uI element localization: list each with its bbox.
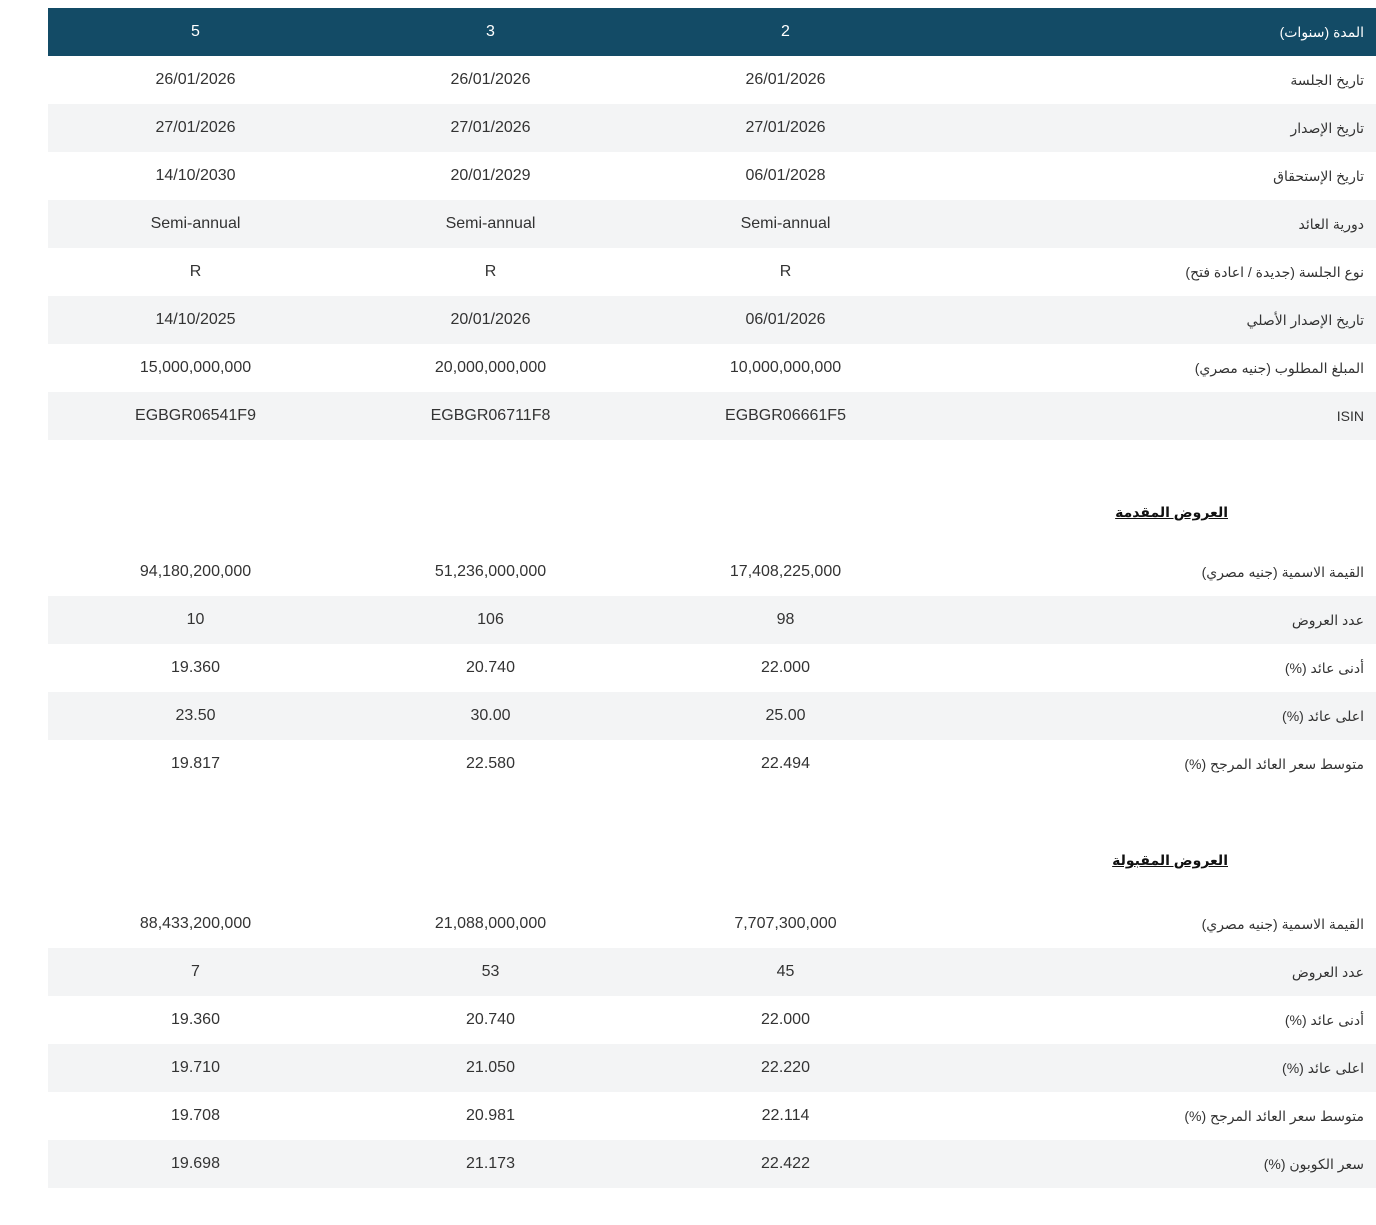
offers-submitted-body (48, 548, 1376, 788)
value-2y: 45 (776, 963, 795, 980)
row-label: تاريخ الإصدار (1290, 119, 1364, 136)
value-3y: 53 (481, 963, 500, 980)
table-row (48, 344, 1376, 392)
bond-auction-results (48, 0, 1364, 1188)
value-5y: 19.360 (171, 659, 220, 676)
table-row (48, 392, 1376, 440)
row-label: متوسط سعر العائد المرجح (%) (1184, 1107, 1364, 1124)
offers-accepted-body (48, 900, 1376, 1188)
row-label: اعلى عائد (%) (1282, 707, 1364, 724)
value-2y: R (779, 263, 792, 280)
table-row (48, 596, 1376, 644)
row-label: دورية العائد (1298, 215, 1364, 232)
row-label: متوسط سعر العائد المرجح (%) (1184, 755, 1364, 772)
value-3y: 30.00 (470, 707, 511, 724)
value-5y: Semi-annual (150, 215, 241, 232)
row-label: تاريخ الإصدار الأصلي (1246, 311, 1364, 328)
value-2y: 22.422 (761, 1155, 810, 1172)
value-2y: 22.000 (761, 1011, 810, 1028)
value-5y: 27/01/2026 (155, 119, 236, 136)
value-3y: 27/01/2026 (450, 119, 531, 136)
value-3y: Semi-annual (445, 215, 536, 232)
table-row (48, 644, 1376, 692)
table-row (48, 200, 1376, 248)
table-row (48, 692, 1376, 740)
row-label: تاريخ الجلسة (1290, 71, 1364, 88)
value-3y: 21.050 (466, 1059, 515, 1076)
row-label: أدنى عائد (%) (1284, 1011, 1364, 1028)
value-5y: 19.817 (171, 755, 220, 772)
offers-accepted-heading: العروض المقبولة (1112, 852, 1228, 868)
table-row (48, 996, 1376, 1044)
value-2y: Semi-annual (740, 215, 831, 232)
row-label: أدنى عائد (%) (1284, 659, 1364, 676)
value-5y: 15,000,000,000 (139, 359, 252, 376)
terms-body (48, 56, 1376, 440)
value-3y: EGBGR06711F8 (430, 407, 551, 424)
value-2y: 06/01/2028 (745, 167, 826, 184)
table-row (48, 1044, 1376, 1092)
value-2y: 22.114 (761, 1107, 810, 1124)
value-2y: 22.220 (761, 1059, 810, 1076)
value-2y: 17,408,225,000 (729, 563, 842, 580)
value-5y: 14/10/2030 (155, 167, 236, 184)
table-row (48, 296, 1376, 344)
value-5y: EGBGR06541F9 (135, 407, 256, 424)
value-5y: 94,180,200,000 (139, 563, 252, 580)
value-5y: 19.698 (171, 1155, 220, 1172)
value-5y: 10 (186, 611, 205, 628)
value-3y: 106 (477, 611, 504, 628)
value-3y: 51,236,000,000 (434, 563, 547, 580)
table-row (48, 1092, 1376, 1140)
value-5y: 19.710 (171, 1059, 220, 1076)
value-3y: 20.740 (466, 659, 515, 676)
value-5y: 88,433,200,000 (139, 915, 252, 932)
table-row (48, 56, 1376, 104)
duration-2-header: 2 (781, 23, 790, 40)
row-label: عدد العروض (1291, 963, 1364, 980)
terms-table (48, 8, 1376, 440)
row-label: القيمة الاسمية (جنيه مصري) (1201, 563, 1364, 580)
row-label: تاريخ الإستحقاق (1273, 167, 1364, 184)
table-row (48, 152, 1376, 200)
value-2y: 22.494 (761, 755, 810, 772)
value-3y: 21,088,000,000 (434, 915, 547, 932)
value-2y: 25.00 (765, 707, 806, 724)
row-label: ISIN (1336, 408, 1364, 424)
value-2y: 22.000 (761, 659, 810, 676)
offers-submitted-heading: العروض المقدمة (1115, 504, 1228, 520)
value-3y: 26/01/2026 (450, 71, 531, 88)
value-2y: 7,707,300,000 (734, 915, 837, 932)
value-5y: 14/10/2025 (155, 311, 236, 328)
table-row (48, 548, 1376, 596)
table-row (48, 1140, 1376, 1188)
value-5y: 23.50 (175, 707, 216, 724)
value-2y: 10,000,000,000 (729, 359, 842, 376)
value-2y: 98 (776, 611, 795, 628)
value-3y: 20.981 (466, 1107, 515, 1124)
offers-accepted-table (48, 900, 1376, 1188)
table-row (48, 948, 1376, 996)
value-5y: 7 (191, 963, 200, 980)
value-2y: 26/01/2026 (745, 71, 826, 88)
value-3y: 20/01/2026 (450, 311, 531, 328)
value-5y: 26/01/2026 (155, 71, 236, 88)
terms-header-row (48, 8, 1376, 56)
value-3y: R (484, 263, 497, 280)
value-3y: 20,000,000,000 (434, 359, 547, 376)
table-row (48, 248, 1376, 296)
table-row (48, 740, 1376, 788)
duration-label-header: المدة (سنوات) (1279, 23, 1364, 40)
duration-5-header: 5 (191, 23, 200, 40)
row-label: نوع الجلسة (جديدة / اعادة فتح) (1185, 263, 1364, 280)
row-label: سعر الكوبون (%) (1263, 1155, 1364, 1172)
value-2y: EGBGR06661F5 (725, 407, 846, 424)
value-5y: R (189, 263, 202, 280)
offers-submitted-table (48, 548, 1376, 788)
row-label: عدد العروض (1291, 611, 1364, 628)
duration-3-header: 3 (486, 23, 495, 40)
value-3y: 20.740 (466, 1011, 515, 1028)
table-row (48, 104, 1376, 152)
value-3y: 20/01/2029 (450, 167, 531, 184)
value-5y: 19.360 (171, 1011, 220, 1028)
value-3y: 22.580 (466, 755, 515, 772)
table-row (48, 900, 1376, 948)
row-label: اعلى عائد (%) (1282, 1059, 1364, 1076)
value-2y: 27/01/2026 (745, 119, 826, 136)
value-3y: 21.173 (466, 1155, 515, 1172)
row-label: المبلغ المطلوب (جنيه مصري) (1194, 359, 1364, 376)
value-5y: 19.708 (171, 1107, 220, 1124)
value-2y: 06/01/2026 (745, 311, 826, 328)
row-label: القيمة الاسمية (جنيه مصري) (1201, 915, 1364, 932)
